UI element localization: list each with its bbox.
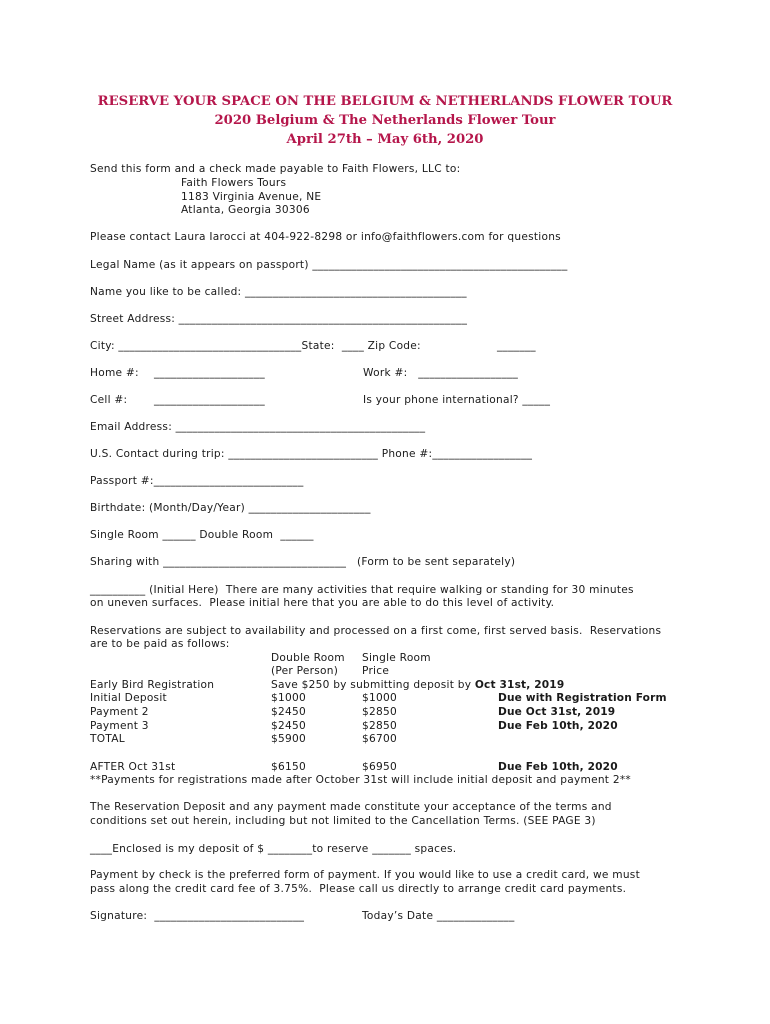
passport-field[interactable]: Passport #:___________________________ — [90, 475, 304, 487]
international-phone-field[interactable]: Is your phone international? _____ — [363, 394, 551, 406]
payment-note: Payment by check is the preferred form of payment. If you would like to use a credit card, we must — [90, 869, 640, 881]
deposit-field[interactable]: ____Enclosed is my deposit of $ ________to reserve _______ spaces. — [90, 843, 457, 855]
legal-name-field[interactable]: Legal Name (as it appears on passport) ______________________________________________ — [90, 259, 568, 271]
mailing-address-line: Atlanta, Georgia 30306 — [181, 204, 310, 216]
payment-row-double: $1000 — [271, 692, 306, 704]
mailing-address-line: 1183 Virginia Avenue, NE — [181, 191, 322, 203]
after-row-due: Due Feb 10th, 2020 — [498, 761, 618, 773]
payment-row-label: Payment 3 — [90, 720, 149, 732]
tour-title: 2020 Belgium & The Netherlands Flower Tour — [214, 113, 556, 128]
reservation-note: are to be paid as follows: — [90, 638, 230, 650]
payment-row-single: $2850 — [362, 720, 397, 732]
payment-row-label: Payment 2 — [90, 706, 149, 718]
work-phone-field[interactable]: Work #: __________________ — [363, 367, 519, 379]
tour-dates: April 27th – May 6th, 2020 — [286, 132, 484, 147]
after-row-single: $6950 — [362, 761, 397, 773]
after-row-double: $6150 — [271, 761, 306, 773]
called-name-field[interactable]: Name you like to be called: ________________________________________ — [90, 286, 467, 298]
early-bird-label: Early Bird Registration — [90, 679, 215, 691]
us-contact-field[interactable]: U.S. Contact during trip: ___________________________ Phone #:__________________ — [90, 448, 533, 460]
payment-row-single: $1000 — [362, 692, 397, 704]
email-field[interactable]: Email Address: _____________________________________________ — [90, 421, 426, 433]
activity-initial-line[interactable]: __________ (Initial Here) There are many activities that require walking or standing for 30 minutes — [90, 584, 634, 596]
double-room-header: Double Room — [271, 652, 345, 664]
double-room-subheader: (Per Person) — [271, 665, 339, 677]
payment-note: pass along the credit card fee of 3.75%. Please call us directly to arrange credit card payments. — [90, 883, 627, 895]
room-type-field[interactable]: Single Room ______ Double Room ______ — [90, 529, 314, 541]
cell-phone-label: Cell #: — [90, 394, 128, 406]
terms-note: conditions set out herein, including but not limited to the Cancellation Terms. (SEE PAGE 3) — [90, 815, 596, 827]
mailing-intro: Send this form and a check made payable to Faith Flowers, LLC to: — [90, 163, 461, 175]
total-row-double: $5900 — [271, 733, 306, 745]
signature-field[interactable]: Signature: ___________________________ — [90, 910, 305, 922]
home-phone-field[interactable]: ____________________ — [154, 367, 265, 379]
date-field[interactable]: Today’s Date ______________ — [362, 910, 515, 922]
payment-row-label: Initial Deposit — [90, 692, 167, 704]
sharing-field[interactable]: Sharing with _________________________________ (Form to be sent separately) — [90, 556, 516, 568]
payment-row-double: $2450 — [271, 706, 306, 718]
home-phone-label: Home #: — [90, 367, 139, 379]
form-title: RESERVE YOUR SPACE ON THE BELGIUM & NETHERLANDS FLOWER TOUR — [97, 94, 673, 109]
city-state-field[interactable]: City: _________________________________State: ____ Zip Code: — [90, 340, 421, 352]
total-row-single: $6700 — [362, 733, 397, 745]
after-row-label: AFTER Oct 31st — [90, 761, 176, 773]
reservation-note: Reservations are subject to availability and processed on a first come, first served basis. Reservations — [90, 625, 662, 637]
terms-note: The Reservation Deposit and any payment made constitute your acceptance of the terms and — [90, 801, 612, 813]
single-room-subheader: Price — [362, 665, 390, 677]
contact-line: Please contact Laura Iarocci at 404-922-8298 or info@faithflowers.com for questions — [90, 231, 561, 243]
payment-row-double: $2450 — [271, 720, 306, 732]
mailing-address-line: Faith Flowers Tours — [181, 177, 287, 189]
payment-row-single: $2850 — [362, 706, 397, 718]
after-payment-note: **Payments for registrations made after October 31st will include initial deposit and payment 2** — [90, 774, 631, 786]
payment-row-due: Due Feb 10th, 2020 — [498, 720, 618, 732]
activity-initial-note: on uneven surfaces. Please initial here that you are able to do this level of activity. — [90, 597, 555, 609]
early-bird-date: Oct 31st, 2019 — [474, 679, 565, 691]
total-row-label: TOTAL — [90, 733, 125, 745]
payment-row-due: Due Oct 31st, 2019 — [498, 706, 616, 718]
birthdate-field[interactable]: Birthdate: (Month/Day/Year) ______________________ — [90, 502, 371, 514]
cell-phone-field[interactable]: ____________________ — [154, 394, 265, 406]
single-room-header: Single Room — [362, 652, 431, 664]
payment-row-due: Due with Registration Form — [498, 692, 667, 704]
zip-code-field[interactable]: _______ — [497, 340, 536, 352]
street-address-field[interactable]: Street Address: ____________________________________________________ — [90, 313, 468, 325]
early-bird-text: Save $250 by submitting deposit by Oct 31st, 2019 — [271, 679, 565, 691]
